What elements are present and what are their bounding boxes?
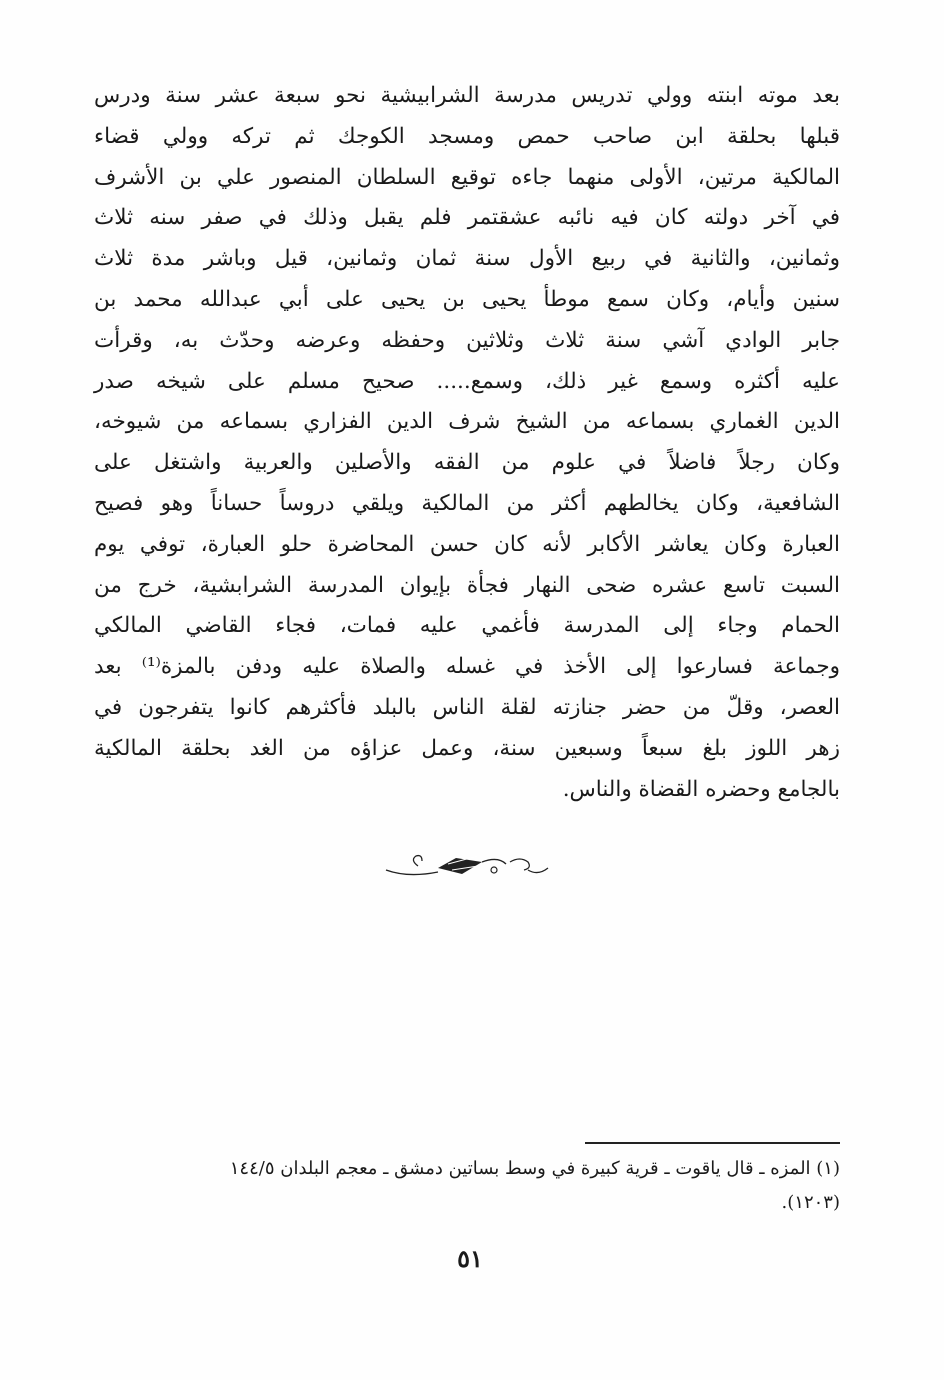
footnotes-block xyxy=(94,1152,840,1220)
text-line-16: العصر، وقلّ من حضر جنازته لقلة الناس بالبلد فأكثرهم كانوا يتفرجون في xyxy=(94,694,840,720)
text-line-14: الحمام وجاء إلى المدرسة فأغمي عليه فمات، فجاء القاضي المالكي xyxy=(94,613,840,639)
text-line-6: سنين وأيام، وكان سمع موطأ يحيى بن يحيى على أبي عبدالله محمد بن xyxy=(94,286,840,312)
main-text-block xyxy=(94,76,840,810)
page-number: ٥١ xyxy=(457,1244,483,1273)
text-line-4: في آخر دولته كان فيه نائبه عشقتمر فلم يقبل وذلك في صفر سنه ثلاث xyxy=(94,205,840,231)
text-line-17: زهر اللوز بلغ سبعاً وسبعين سنة، وعمل عزاؤه من الغد بحلقة المالكية xyxy=(94,735,840,761)
text-line-9: الدين الغماري بسماعه من الشيخ شرف الدين الفزاري بسماعه من شيوخه، xyxy=(94,409,840,435)
text-line-7: جابر الوادي آشي سنة ثلاث وثلاثين وحفظه وعرضه وحدّث به، وقرأت xyxy=(94,327,840,353)
text-line-13: السبت تاسع عشره ضحى النهار فجأة بإيوان المدرسة الشرابشية، خرج من xyxy=(94,572,840,598)
footnote-line-1: (١) المزه ـ قال ياقوت ـ قرية كبيرة في وسط بساتين دمشق ـ معجم البلدان ١٤٤/٥ xyxy=(229,1158,840,1179)
footnote-separator xyxy=(585,1142,840,1144)
text-line-8: عليه أكثره وسمع غير ذلك، وسمع..... صحيح مسلم على شيخه صدر xyxy=(94,368,840,394)
text-line-11: الشافعية، وكان يخالطهم أكثر من المالكية ويلقي دروساً حساناً وهو فصيح xyxy=(94,490,840,516)
text-line-18: بالجامع وحضره القضاة والناس. xyxy=(562,776,840,802)
text-line-2: قبلها بحلقة ابن صاحب حمص ومسجد الكوجك ثم تركه وولي قضاء xyxy=(94,123,840,149)
text-line-1: بعد موته ابنته وولي تدريس مدرسة الشرابيشية نحو سبعة عشر سنة ودرس xyxy=(94,83,840,108)
text-line-5: وثمانين، والثانية في ربيع الأول سنة ثمان وثمانين، قيل وباشر مدة ثلاث xyxy=(94,246,840,272)
footnote-line-2: (١٢٠٣). xyxy=(781,1192,840,1213)
section-divider-ornament xyxy=(378,848,554,884)
text-line-3: المالكية مرتين، الأولى منهما جاءه توقيع السلطان المنصور علي بن الأشرف xyxy=(94,164,840,190)
text-line-15: وجماعة فسارعوا إلى الأخذ في غسله والصلاة عليه ودفن بالمزة⁽¹⁾ بعد xyxy=(94,654,841,680)
text-line-12: العبارة وكان يعاشر الأكابر لأنه كان حسن المحاضرة حلو العبارة، توفي يوم xyxy=(94,531,840,557)
text-line-10: وكان رجلاً فاضلاً في علوم من الفقه والأصلين والعربية واشتغل على xyxy=(94,450,840,476)
